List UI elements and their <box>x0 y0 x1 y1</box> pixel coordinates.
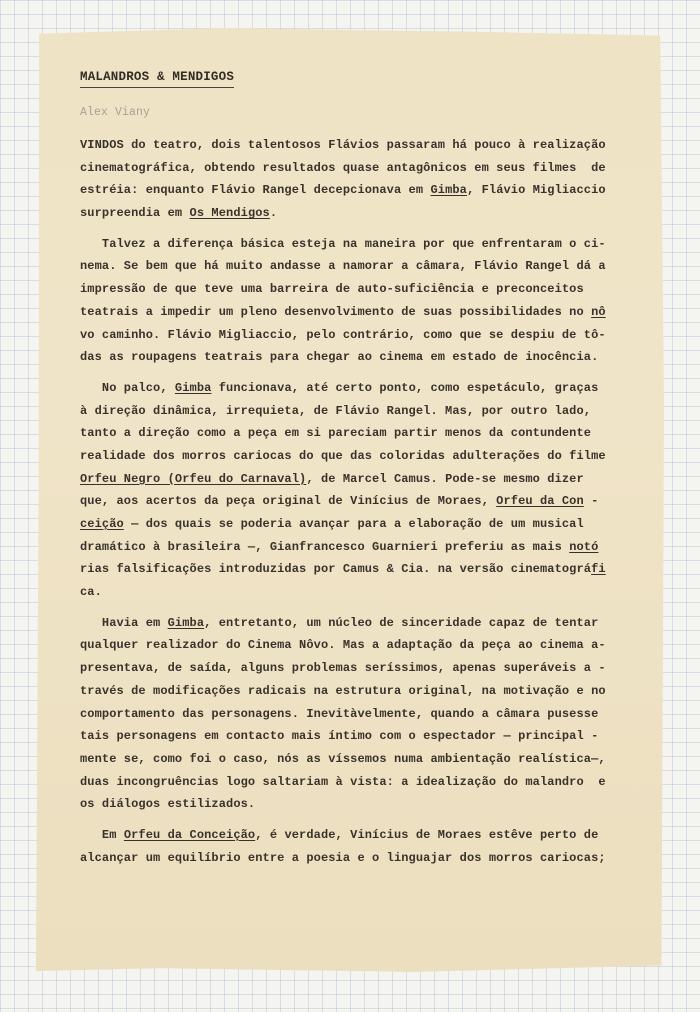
text-line <box>80 179 625 202</box>
text-segment: impressão de que teve uma barreira de auto-suficiência e preconceitos <box>80 282 584 297</box>
text-line <box>80 202 625 225</box>
text-line <box>80 536 625 559</box>
underlined-title-text: Gimba <box>167 615 205 630</box>
text-segment: Havia em <box>80 615 168 630</box>
text-line <box>80 680 625 703</box>
text-segment: presentava, de saída, alguns problemas seríssimos, apenas superáveis a - <box>80 661 606 676</box>
text-segment: — dos quais se poderia avançar para a elaboração de um musical <box>123 517 584 531</box>
paragraph <box>80 377 625 604</box>
underlined-title-text: Orfeu da Con <box>496 494 584 509</box>
text-line <box>80 634 625 657</box>
paragraph-gap <box>80 369 625 377</box>
text-segment: tanto a direção como a peça em si pareciam partir menos da contundente <box>80 426 592 441</box>
underlined-title-text: Gimba <box>430 183 467 198</box>
text-line <box>80 657 625 680</box>
text-line <box>80 278 625 301</box>
text-segment: estréia: enquanto Flávio Rangel decepcionava em <box>80 183 431 198</box>
text-line <box>80 233 625 256</box>
document-title: MALANDROS & MENDIGOS <box>80 70 234 88</box>
text-line <box>80 255 625 278</box>
text-segment: Em <box>80 827 124 842</box>
text-segment: realidade dos morros cariocas do que das coloridas adulterações do filme <box>80 448 606 463</box>
text-segment: alcançar um equilíbrio entre a poesia e o linguajar dos morros cariocas; <box>80 850 606 865</box>
text-line <box>80 324 625 347</box>
text-line <box>80 793 625 816</box>
text-segment: que, aos acertos da peça original de Vinícius de Moraes, <box>80 494 497 509</box>
text-segment: das as roupagens teatrais para chegar ao cinema em estado de inocência. <box>80 350 599 365</box>
text-segment: Talvez a diferença básica esteja na maneira por que enfrentaram o ci- <box>80 236 606 251</box>
underlined-title-text: fi <box>591 562 606 577</box>
text-line <box>80 725 625 748</box>
text-line <box>80 748 625 771</box>
text-segment: . <box>269 206 278 221</box>
underlined-title-text: notó <box>569 539 599 554</box>
paragraph-gap <box>80 604 625 612</box>
text-line <box>80 558 625 581</box>
text-segment: teatrais a impedir um pleno desenvolvimento de suas possibilidades no <box>80 304 592 319</box>
text-line <box>80 445 625 468</box>
text-segment: surpreendia em <box>80 206 190 221</box>
text-segment: No palco, <box>80 380 175 395</box>
text-segment: funcionava, até certo ponto, como espetáculo, graças <box>211 380 599 395</box>
text-line <box>80 490 625 513</box>
text-segment: cinematográfica, obtendo resultados quase antagônicos em seus filmes de <box>80 160 606 175</box>
underlined-title-text: Orfeu da Conceição <box>123 827 256 842</box>
text-segment: duas incongruências logo saltariam à vista: a idealização do malandro e <box>80 774 606 789</box>
paragraph <box>80 134 625 225</box>
underlined-title-text: Os Mendigos <box>189 206 270 221</box>
text-line <box>80 301 625 324</box>
text-segment: tais personagens em contacto mais íntimo com o espectador — principal - <box>80 729 599 744</box>
text-segment: , Flávio Migliaccio <box>466 183 606 198</box>
text-segment: , de Marcel Camus. Pode-se mesmo dizer <box>306 471 584 486</box>
text-segment: comportamento das personagens. Inevitàvelmente, quando a câmara pusesse <box>80 706 599 721</box>
text-line <box>80 377 625 400</box>
text-segment: ca. <box>80 585 102 600</box>
text-segment: rias falsificações introduzidas por Camus & Cia. na versão cinematográ <box>80 562 592 577</box>
author-name: Alex Viany <box>80 106 151 119</box>
text-segment: mente se, como foi o caso, nós as víssemos numa ambientação realística—, <box>80 751 606 766</box>
text-segment: vo caminho. Flávio Migliaccio, pelo contrário, como que se despiu de tô- <box>80 327 606 342</box>
text-line <box>80 422 625 445</box>
paragraph-gap <box>80 225 625 233</box>
text-line <box>80 468 625 491</box>
text-line <box>80 612 625 635</box>
typewritten-document <box>80 70 625 869</box>
paragraph-gap <box>80 816 625 824</box>
underlined-title-text: ceição <box>80 517 124 531</box>
underlined-title-text: nô <box>591 304 606 319</box>
text-line <box>80 157 625 180</box>
text-line <box>80 824 625 847</box>
text-segment: à direção dinâmica, irrequieta, de Flávio Rangel. Mas, por outro lado, <box>80 403 592 418</box>
text-segment: dramático à brasileira —, Gianfrancesco Guarnieri preferiu as mais <box>80 539 570 554</box>
text-segment: , é verdade, Vinícius de Moraes estêve perto de <box>255 827 599 842</box>
text-line <box>80 703 625 726</box>
document-body <box>80 134 625 869</box>
underlined-title-text: Gimba <box>174 380 212 395</box>
text-segment: nema. Se bem que há muito andasse a namorar a câmara, Flávio Rangel dá a <box>80 259 606 274</box>
paragraph <box>80 824 625 869</box>
paragraph <box>80 612 625 816</box>
text-segment: , entretanto, um núcleo de sinceridade capaz de tentar <box>204 615 599 630</box>
text-line <box>80 400 625 423</box>
text-line <box>80 771 625 794</box>
text-line <box>80 847 625 870</box>
text-line <box>80 581 625 604</box>
text-segment: VINDOS do teatro, dois talentosos Flávios passaram há pouco à realização <box>80 138 606 152</box>
text-segment: - <box>583 494 599 509</box>
underlined-title-text: Orfeu Negro (Orfeu do Carnaval) <box>80 471 307 486</box>
text-segment: qualquer realizador do Cinema Nôvo. Mas a adaptação da peça ao cinema a- <box>80 638 606 653</box>
text-line <box>80 513 625 536</box>
text-line <box>80 346 625 369</box>
text-segment: os diálogos estilizados. <box>80 797 256 812</box>
text-line <box>80 134 625 157</box>
text-segment: través de modificações radicais na estrutura original, na motivação e no <box>80 683 606 698</box>
paragraph <box>80 233 625 369</box>
